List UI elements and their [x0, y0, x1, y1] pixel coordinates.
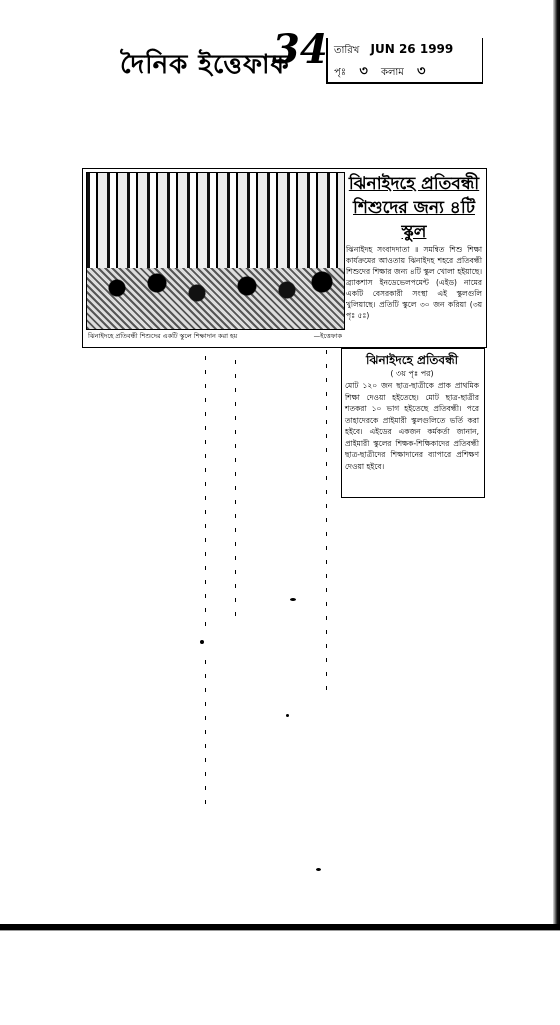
photo-caption-row [88, 331, 342, 342]
scan-margin [0, 930, 560, 1025]
continuation-body: মোট ১২০ জন ছাত্র-ছাত্রীকে প্রাক প্রাথমিক শিক্ষা দেওয়া হইতেছে। মোট ছাত্র-ছাত্রীর শতকরা ১০ ভাগ হইতেছে প্রতিবন্ধী। পরে তাহাদেরকে প্রাইমারী স্কুলগুলিতে ভর্তি করা হইবে। এইডের একজন কর্মকর্তা জানান, প্রাইমারী স্কুলের শিক্ষক-শিক্ষিকাদের প্রতিবন্ধী ছাত্র-ছাত্রীদের শিক্ষাদানের ব্যাপারে প্রশিক্ষণ দেওয়া হইবে। [345, 381, 479, 471]
photo-caption: ঝিনাইদহে প্রতিবন্ধী শিশুদের একটি স্কুলে শিক্ষাদান করা হয় [88, 332, 238, 340]
scan-artifact-line [326, 350, 327, 700]
scan-artifact-dot [200, 640, 204, 644]
article-body: ঝিনাইদহ সংবাদদাতা ॥ সমন্বিত শিশু শিক্ষা কার্যক্রমের আওতায় ঝিনাইদহ শহরে প্রতিবন্ধী শিশুদের শিক্ষার জন্য ৪টি স্কুল খোলা হইয়াছে। ব্র্যাকশাস ইনডেভেলপমেন্ট (এইড) নামের একটি বেসরকারী সংস্থা এই স্কুলগুলি খুলিয়াছে। প্রতিটি স্কুলে ৩০ জন করিয়া (৩য় পৃঃ ৫ঃ) [346, 245, 482, 320]
stamp-page-value: ৩ [359, 64, 368, 79]
stamp-column-value: ৩ [417, 64, 426, 79]
scan-artifact-dot [286, 714, 289, 717]
continuation-headline: ঝিনাইদহে প্রতিবন্ধী [365, 353, 459, 367]
scan-artifact-dot [290, 598, 296, 601]
article-headline: ঝিনাইদহে প্রতিবন্ধী শিশুদের জন্য ৪টি স্কুল [348, 174, 480, 242]
continuation-note: ( ৩য় পৃঃ পর) [390, 369, 434, 378]
stamp-date: JUN 26 1999 [370, 42, 454, 56]
archive-stamp [326, 38, 483, 84]
stamp-date-label: তারিখ [334, 45, 360, 56]
scan-artifact-line [235, 360, 236, 620]
photo-credit: —ইত্তেফাক [313, 332, 342, 340]
handwritten-page-number: 34 [272, 26, 328, 73]
stamp-date-row [334, 42, 453, 60]
scan-artifact-line [205, 660, 206, 810]
sheet-right-edge [553, 0, 560, 930]
stamp-page-label: পৃঃ [334, 67, 347, 78]
scan-artifact-line [205, 356, 206, 636]
scan-artifact-dot [316, 868, 321, 871]
article-photo [86, 172, 345, 330]
photo-children-group [87, 268, 344, 329]
stamp-page-row [334, 62, 436, 83]
stamp-column-label: কলাম [380, 67, 404, 78]
newspaper-masthead: দৈনিক ইত্তেফাক [120, 50, 290, 80]
